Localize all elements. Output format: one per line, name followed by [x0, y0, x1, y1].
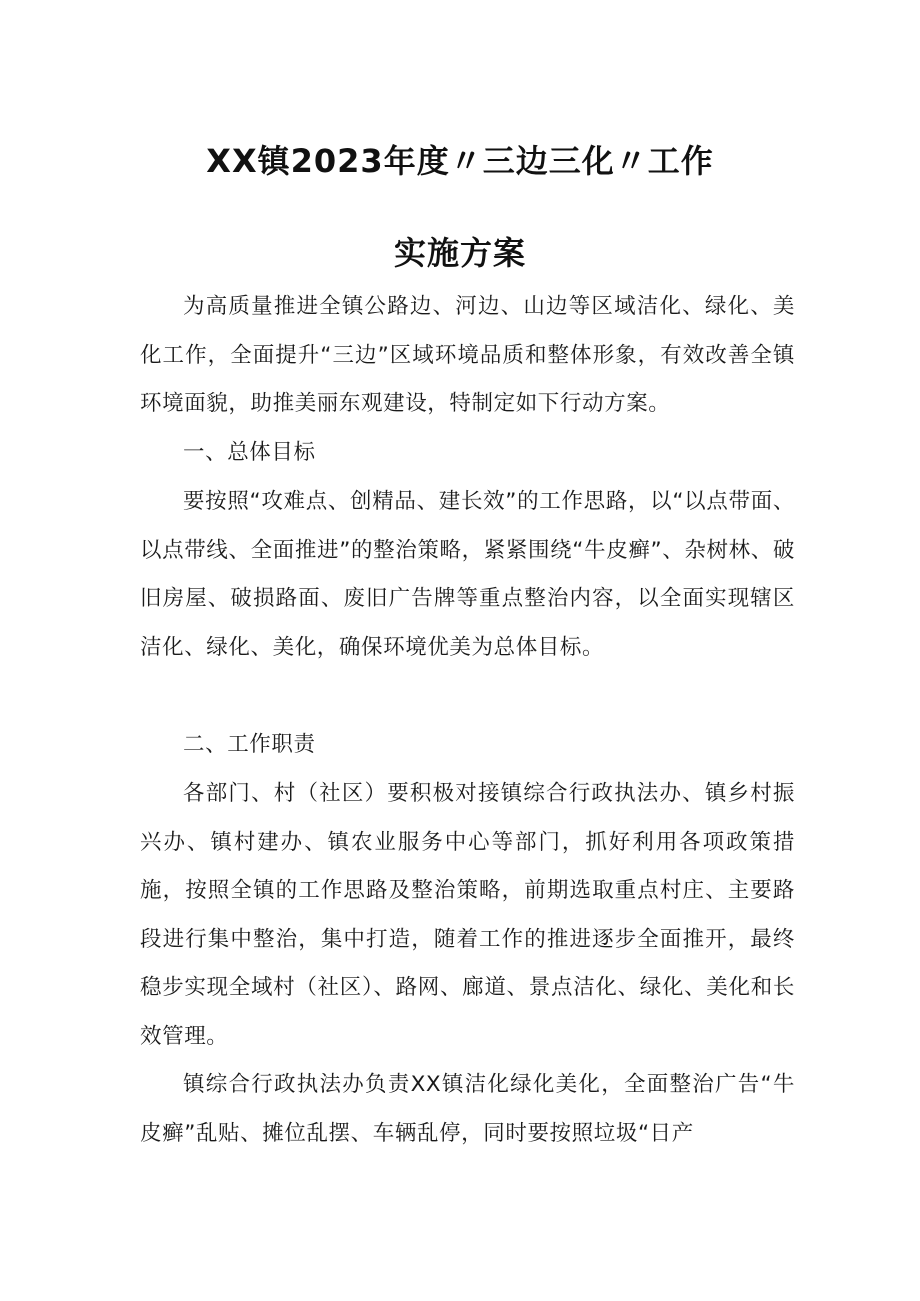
section-2-heading: 二、工作职责 — [183, 732, 316, 757]
section-1-heading: 一、总体目标 — [183, 440, 316, 465]
section-2-paragraph: 各部门、村（社区）要积极对接镇综合行政执法办、镇乡村振兴办、镇村建办、镇农业服务中心等部门，抓好利用各项政策措施，按照全镇的工作思路及整治策略，前期选取重点村庄、主要路段进行集中整治，集中打造，随着工作的推进逐步全面推开，最终稳步实现全域村（社区）、路网、廊道、景点洁化、绿化、美化和长效管理。 — [140, 781, 795, 1049]
section-2-paragraph-2: 镇综合行政执法办负责XX镇洁化绿化美化，全面整治广告“牛皮癣”乱贴、摊位乱摆、车辆乱停，同时要按照垃圾“日产 — [140, 1072, 795, 1146]
section-1-paragraph: 要按照“攻难点、创精品、建长效”的工作思路，以“以点带面、以点带线、全面推进”的整治策略，紧紧围绕“牛皮癣”、杂树林、破旧房屋、破损路面、废旧广告牌等重点整治内容，以全面实现辖区洁化、绿化、美化，确保环境优美为总体目标。 — [140, 489, 795, 660]
document-title-line-2: 实施方案 — [393, 234, 526, 272]
intro-paragraph: 为高质量推进全镇公路边、河边、山边等区域洁化、绿化、美化工作，全面提升“三边”区域环境品质和整体形象，有效改善全镇环境面貌，助推美丽东观建设，特制定如下行动方案。 — [140, 294, 795, 417]
document-title-line-1: XX镇2023年度〃三边三化〃工作 — [206, 142, 714, 180]
